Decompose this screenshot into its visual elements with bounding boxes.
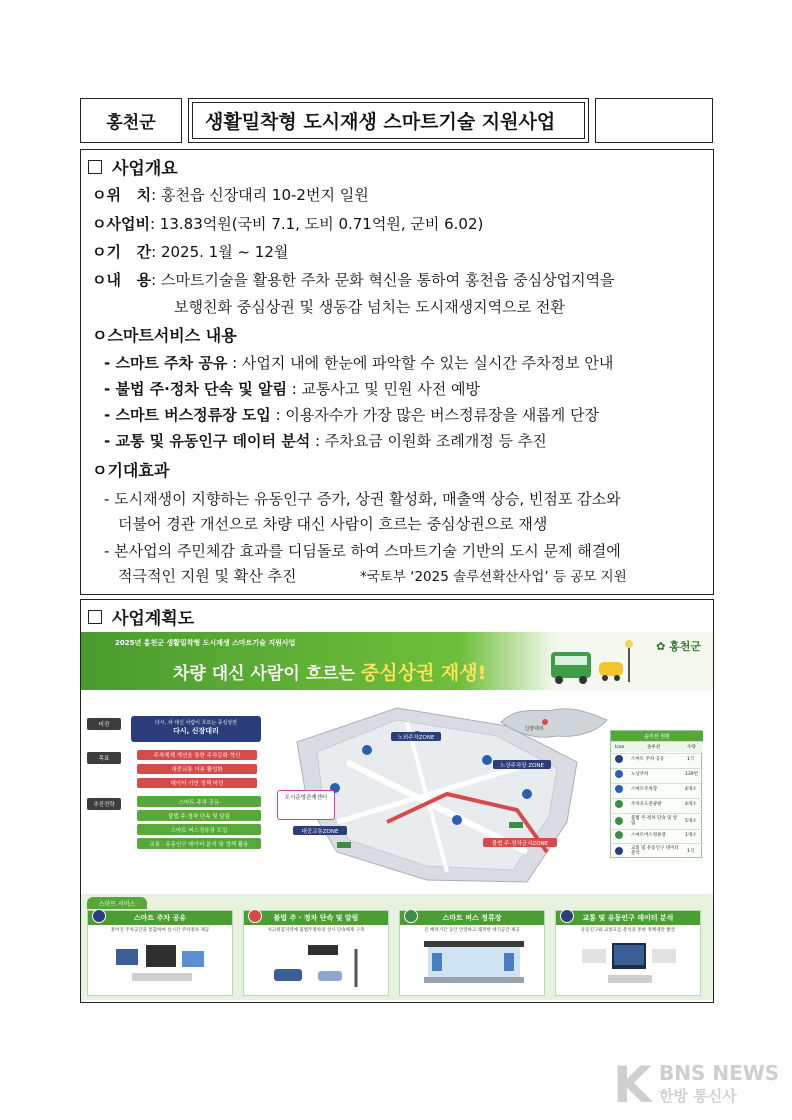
content-row xyxy=(92,270,615,290)
service-card-parking xyxy=(87,910,233,996)
effect-2-line1: - 본사업의 주민체감 효과를 디딤돌로 하여 스마트기술 기반의 도시 문제 해결에 xyxy=(104,542,621,560)
vision-text-1: 다시, 차 대신 사람이 흐르는 중심상권 xyxy=(155,720,237,726)
service-card-bus-stop xyxy=(399,910,545,996)
service-name: - 스마트 버스정류장 도입 xyxy=(104,406,271,424)
effect-2-line2: 적극적인 지원 및 확산 추진 xyxy=(118,567,297,585)
bus-stop-icon xyxy=(615,831,623,839)
table-cell: 4개소 xyxy=(685,802,697,807)
overview-title-text: 사업개요 xyxy=(112,159,178,179)
table-header-cell: 솔루션 xyxy=(647,745,661,750)
table-header-row xyxy=(611,741,703,752)
card-title: 스마트 주차 공유 xyxy=(88,911,232,925)
card-title: 스마트 버스 정류장 xyxy=(400,911,544,925)
strategy-item: 스마트 주차 공유 xyxy=(137,796,261,807)
guidance-sign-icon xyxy=(615,800,623,808)
strategy-label: 추진전략 xyxy=(87,798,121,810)
content-value-line1: : 스마트기술을 활용한 주차 문화 혁신을 통하여 홍천읍 중심상업지역을 xyxy=(151,271,615,289)
strategy-item: 불법 주·정차 단속 및 알림 xyxy=(137,810,261,821)
service-name: - 불법 주·정차 단속 및 알림 xyxy=(104,380,287,398)
table-row xyxy=(611,813,703,827)
watermark-line1: BNS NEWS xyxy=(659,1061,780,1085)
header-empty-cell xyxy=(595,98,713,143)
service-card-enforcement xyxy=(243,910,389,996)
solution-table xyxy=(610,730,702,858)
table-cell: 1식 xyxy=(687,757,695,762)
data-analysis-icon xyxy=(615,847,623,855)
budget-value: : 13.83억원(국비 7.1, 도비 0.71억원, 군비 6.02) xyxy=(149,215,484,233)
service-item-bus-stop xyxy=(104,405,599,425)
service-desc: : 교통사고 및 민원 사전 예방 xyxy=(286,380,480,398)
service-name: - 교통 및 유동인구 데이터 분석 xyxy=(104,432,311,450)
period-value: : 2025. 1월 ~ 12월 xyxy=(151,243,289,261)
card-subtitle: 사고위험지역에 불법주정차의 상시 단속체계 구축 xyxy=(267,928,365,933)
no-parking-icon xyxy=(248,909,262,923)
card-title: 교통 및 유동인구 데이터 분석 xyxy=(556,911,700,925)
goal-item: 주차체계 개선을 통한 주차문화 혁신 xyxy=(137,750,257,760)
parking-share-icon xyxy=(615,755,623,763)
plan-infographic xyxy=(81,632,713,1000)
smart-services-tab: 스마트 서비스 xyxy=(87,897,147,909)
service-item-enforcement xyxy=(104,379,480,399)
table-row xyxy=(611,798,703,809)
overview-section-title xyxy=(88,154,178,179)
locator-label: 신장대리 xyxy=(524,725,544,732)
banner-headline xyxy=(173,658,486,685)
map-label: 대중교통ZONE xyxy=(293,826,347,835)
vision-text-2: 다시, 신장대리 xyxy=(173,727,219,735)
effects-title: ㅇ기대효과 xyxy=(92,461,170,480)
plan-section-title xyxy=(88,604,194,629)
table-title: 솔루션 현황 xyxy=(611,731,703,741)
banner-headline-a: 차량 대신 사람이 흐르는 xyxy=(173,664,361,684)
map-label: 불법 주·정차금지ZONE xyxy=(483,838,557,847)
table-cell: 교통 및 유동인구 데이터 분석 xyxy=(631,845,679,856)
infographic-banner xyxy=(81,632,713,690)
map-label: 노외주차ZONE xyxy=(391,732,441,741)
county-logo: ✿ 홍천군 xyxy=(656,640,701,653)
watermark-line2: 한방 통신사 xyxy=(659,1087,737,1105)
service-desc: : 사업지 내에 한눈에 파악할 수 있는 실시간 주차정보 안내 xyxy=(227,354,614,372)
bus-shelter-illustration-icon xyxy=(418,937,530,991)
effect-note: *국토부 ‘2025 솔루션확산사업’ 등 공모 지원 xyxy=(360,569,627,585)
period-row xyxy=(92,242,288,262)
budget-row xyxy=(92,214,483,234)
effect-1-line1: - 도시재생이 지향하는 유동인구 증가, 상권 활성화, 매출액 상승, 빈점포 감소와 xyxy=(104,490,621,508)
data-chart-icon xyxy=(560,909,574,923)
square-bullet-icon xyxy=(88,610,102,624)
table-row xyxy=(611,783,703,794)
street-illustration-icon xyxy=(543,636,639,688)
locator-map xyxy=(497,702,613,744)
service-desc: : 주차요금 이원화 조례개정 등 추진 xyxy=(310,432,547,450)
table-header-cell: 수량 xyxy=(687,745,696,750)
news-watermark xyxy=(613,1057,788,1113)
content-label: ㅇ내 용 xyxy=(92,271,152,289)
smart-parking-icon xyxy=(615,785,623,793)
table-cell: 5개소 xyxy=(685,818,697,824)
enforcement-icon xyxy=(615,817,623,825)
service-item-data-analysis xyxy=(104,431,547,451)
banner-subtitle: 2025년 홍천군 생활밀착형 도시재생 스마트기술 지원사업 xyxy=(115,639,296,647)
goal-label: 목표 xyxy=(87,752,121,764)
strategy-item: 스마트 버스정류장 도입 xyxy=(137,824,261,835)
table-row xyxy=(611,768,703,779)
street-parking-icon xyxy=(615,770,623,778)
vision-label: 비전 xyxy=(87,718,121,730)
table-header-cell: Icon xyxy=(615,744,625,750)
table-row xyxy=(611,829,703,840)
card-subtitle: 유동인구와 교통흐름 분석을 통한 정책제안 발굴 xyxy=(580,928,676,933)
table-cell: 주차유도전광판 xyxy=(631,802,662,807)
map-label-control-center: 도시운영관제센터 xyxy=(277,790,335,820)
table-cell: 스마트주차장 xyxy=(631,787,658,792)
county-label: 홍천군 xyxy=(80,98,182,143)
plan-title-text: 사업계획도 xyxy=(112,609,195,629)
goal-item: 데이터 기반 정책 마련 xyxy=(137,778,257,788)
map-label: 노상주차장 ZONE xyxy=(493,760,551,769)
budget-label: ㅇ사업비 xyxy=(92,215,150,233)
parking-icon xyxy=(92,909,106,923)
square-bullet-icon xyxy=(88,160,102,174)
location-label: ㅇ위 치 xyxy=(92,186,152,204)
data-dashboard-illustration-icon xyxy=(578,939,682,989)
period-label: ㅇ기 간 xyxy=(92,243,152,261)
logo-text: 홍천군 xyxy=(669,640,701,653)
parking-devices-illustration-icon xyxy=(112,939,212,989)
service-name: - 스마트 주차 공유 xyxy=(104,354,228,372)
banner-headline-b: 중심상권 재생! xyxy=(360,662,487,684)
card-subtitle: 긴 배차시간 동안 안전하고 쾌적한 대기공간 제공 xyxy=(424,928,520,933)
strategy-item: 교통 · 유동인구 데이터 분석 및 정책 활용 xyxy=(137,838,261,849)
service-desc: : 이용자수가 가장 많은 버스정류장을 새롭게 단장 xyxy=(270,406,600,424)
card-title: 불법 주 · 정차 단속 및 알림 xyxy=(244,911,388,925)
table-cell: 노상주차 xyxy=(631,772,649,777)
table-cell: 139면 xyxy=(685,772,698,777)
card-subtitle: 흩어진 주차공간을 통합하여 실시간 주차정보 제공 xyxy=(110,928,210,933)
table-cell: 스마트버스정류장 xyxy=(631,833,666,838)
location-row xyxy=(92,185,369,205)
table-cell: 1식 xyxy=(687,848,695,854)
table-cell: 4개소 xyxy=(685,787,697,792)
table-cell: 스마트 주차 공유 xyxy=(631,757,665,762)
table-cell: 불법 주·정차 단속 및 알림 xyxy=(631,815,678,826)
service-card-data-analysis xyxy=(555,910,701,996)
content-value-line2: 보행친화 중심상권 및 생동감 넘치는 도시재생지역으로 전환 xyxy=(174,298,565,316)
smart-services-area xyxy=(81,894,713,1000)
table-row xyxy=(611,843,703,857)
services-title: ㅇ스마트서비스 내용 xyxy=(92,326,237,345)
document-title-box xyxy=(188,98,589,143)
enforcement-camera-illustration-icon xyxy=(268,939,368,989)
table-cell: 1개소 xyxy=(685,833,697,838)
vision-box xyxy=(131,716,261,742)
goal-item: 대중교통 이용 활성화 xyxy=(137,764,257,774)
document-title: 생활밀착형 도시재생 스마트기술 지원사업 xyxy=(192,102,585,139)
effect-1-line2: 더불어 경관 개선으로 차량 대신 사람이 흐르는 중심상권으로 재생 xyxy=(118,515,548,533)
watermark-k-logo: K xyxy=(613,1056,652,1114)
bus-icon xyxy=(404,909,418,923)
table-row xyxy=(611,753,703,764)
location-value: : 홍천읍 신장대리 10-2번지 일원 xyxy=(151,186,369,204)
service-item-parking xyxy=(104,353,613,373)
